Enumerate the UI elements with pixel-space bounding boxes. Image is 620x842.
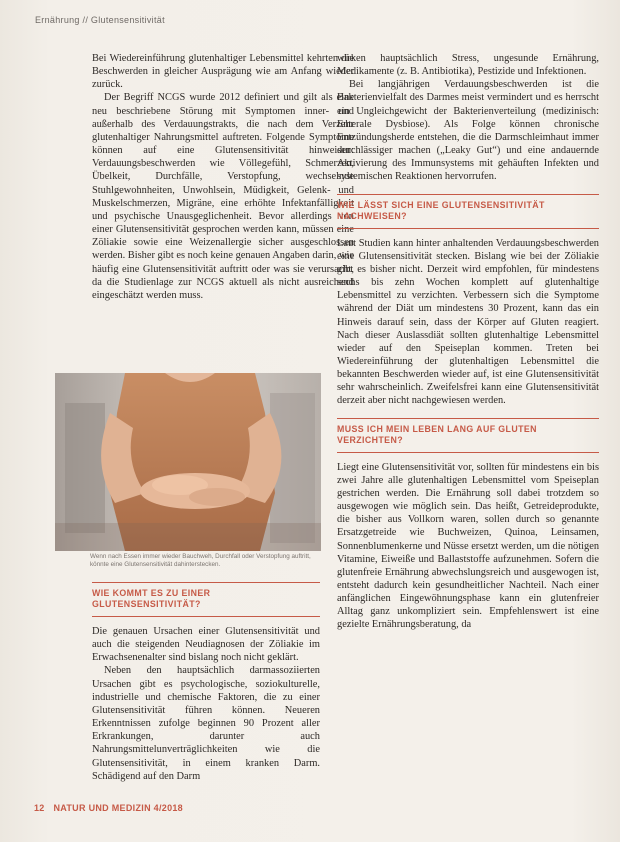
paragraph: Bei langjährigen Verdauungsbeschwerden ist die Bakterienvielfalt des Darmes meist vermindert und es herrscht ein Ungleichgewicht der Bakterienverteilung (medizinisch: Enterale Dysbiose). Als Folge können chronische Entzündungsherde entstehen, die die Darmschleimhaut immer durchlässiger machen („Leaky Gut“) und eine andauernde Aktivierung des Immunsystems mit gehäuften Infekten und systemischen Reaktionen hervorrufen. bbox=[337, 79, 599, 183]
article-photo bbox=[55, 373, 321, 551]
section-heading: WIE KOMMT ES ZU EINER GLUTENSENSITIVITÄT? bbox=[92, 582, 320, 617]
paragraph: Laut Studien kann hinter anhaltenden Verdauungsbeschwerden eine Glutensensitivität stecken. Bislang wie bei der Zöliakie gibt es bisher nicht. Derzeit wird empfohlen, für mindestens sechs bis zehn Wochen komplett auf glutenhaltige Lebensmittel zu verzichten. Verbessern sich die Symptome während der Diät um mindestens 30 Prozent, kann das ein Hinweis darauf sein, dass der Körper auf Gluten reagiert. Nach dieser Auslassdiät sollten glutenhaltige Lebensmittel wieder auf den Speiseplan kommen. Treten bei Wiedereinführung der glutenhaltigen Lebensmittel die bekannten Beschwerden wieder auf, ist eine Glutensensitivität sehr wahrscheinlich. Zweifelsfrei kann eine Glutensensitivität derzeit aber nicht nachgewiesen werden. bbox=[337, 237, 599, 407]
left-column-bottom bbox=[92, 572, 320, 783]
section-heading: WIE LÄSST SICH EINE GLUTENSENSITIVITÄT NACHWEISEN? bbox=[337, 194, 599, 229]
magazine-issue: NATUR UND MEDIZIN 4/2018 bbox=[53, 803, 183, 813]
paragraph: Der Begriff NCGS wurde 2012 definiert und gilt als eine neu beschriebene Störung mit Symptomen inner- und außerhalb des Verdauungstrakts, die nach dem Verzehr glutenhaltiger Nahrungsmittel auftreten. Folgende Symptome können auf eine Glutensensitivität hinweisen: Verdauungsbeschwerden wie Völlegefühl, Schmerzen, Übelkeit, Durchfälle, Verstopfung, wechselnde Stuhlgewohnheiten, Unwohlsein, Müdigkeit, Gelenk- und Muskelschmerzen, Migräne, eine erhöhte Infektanfälligkeit und psychische Unausgeglichenheit. Bevor allerdings von einer Glutensensitivität gesprochen werden kann, müssen eine Zöliakie sowie eine Weizenallergie sicher ausgeschlossen werden. Bisher gibt es noch keine genauen Angaben darin, wie häufig eine Glutensensitivität auftritt oder was sie verursacht, da die Studienlage zur NCGS aktuell als nicht ausreichend eingeschätzt werden muss. bbox=[92, 92, 354, 301]
woman-holding-stomach-image bbox=[55, 373, 321, 551]
section-heading: MUSS ICH MEIN LEBEN LANG AUF GLUTEN VERZICHTEN? bbox=[337, 418, 599, 453]
paragraph: wirken hauptsächlich Stress, ungesunde Ernährung, Medikamente (z. B. Antibiotika), Pestizide und Infektionen. bbox=[337, 53, 599, 78]
page-footer bbox=[34, 803, 183, 813]
paragraph: Neben den hauptsächlich darmassoziierten Ursachen gibt es psychologische, soziokulturelle, industrielle und chemische Faktoren, die zu einer Glutensensitivität führen können. Neueren Erkenntnissen zufolge beginnen 90 Prozent aller Erkrankungen, darunter auch Nahrungsmittelunverträglichkeiten wie die Glutensensitivität, in einem kranken Darm. Schädigend auf den Darm bbox=[92, 665, 320, 782]
photo-caption: Wenn nach Essen immer wieder Bauchweh, Durchfall oder Verstopfung auftritt, könnte eine Glutensensitivität dahinterstecken. bbox=[90, 553, 311, 568]
page-number: 12 bbox=[34, 803, 45, 813]
paragraph: Die genauen Ursachen einer Glutensensitivität und auch die steigenden Neudiagnosen der Zöliakie im Erwachsenenalter sind bislang noch nicht geklärt. bbox=[92, 626, 320, 664]
paragraph: Bei Wiedereinführung glutenhaltiger Lebensmittel kehrten die Beschwerden in gleicher Ausprägung wie am Anfang wieder zurück. bbox=[92, 53, 354, 91]
section-breadcrumb: Ernährung // Glutensensitivität bbox=[35, 15, 165, 25]
right-column bbox=[337, 52, 599, 632]
paragraph: Liegt eine Glutensensitivität vor, sollten für mindestens ein bis zwei Jahre alle glutenhaltigen Lebensmittel vom Speiseplan gestrichen werden. Die Ernährung soll dabei trotzdem so ausgewogen wie möglich sein. Das heißt, Getreideprodukte, die bisher aus Vollkorn waren, sollen durch so genannte Ersatzgetreide wie Buchweizen, Quinoa, Leinsamen, Sonnenblumenkerne und Nüsse ersetzt werden, um die nötigen Vitamine, Eiweiße und Ballaststoffe aufzunehmen. Sofern die glutenfreie Ernährung abwechslungsreich und ausgewogen ist, entsteht dadurch kein gesundheitlicher Nachteil. Nach einer anfänglichen Eingewöhnungsphase kann ein glutenfreier Alltag ganz unkompliziert sein. Empfehlenswert ist eine gezielte Ernährungsberatung, da bbox=[337, 461, 600, 631]
left-column-top bbox=[92, 52, 354, 302]
